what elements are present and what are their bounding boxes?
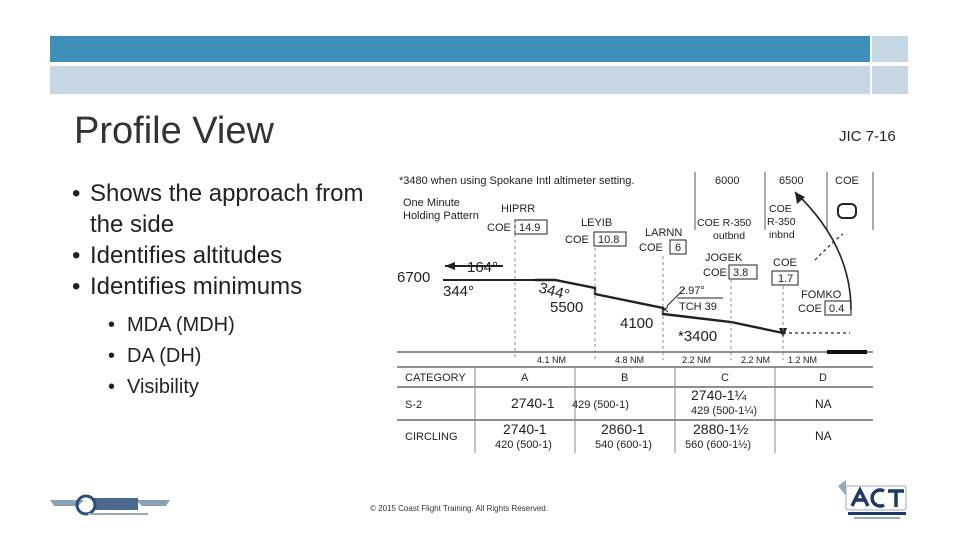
circling-b-minimum: 2860-1: [601, 421, 645, 437]
approach-profile-chart: [395, 170, 875, 455]
fix-hiprr-dme: 14.9: [519, 222, 541, 234]
course-344-left: 344°: [443, 283, 475, 300]
copyright-footer: © 2015 Coast Flight Training. All Rights Reserved.: [370, 504, 548, 513]
fix-jogek: JOGEK: [705, 252, 743, 264]
header-bar-dark: [50, 36, 870, 62]
fix-hiprr-dme-label: COE: [487, 222, 511, 234]
fix-coe: COE: [773, 257, 797, 269]
fix-coe-dme: 1.7: [778, 273, 794, 285]
s2-c-minimum: 2740-1¼: [691, 387, 747, 403]
fix-fomko-dme: 0.4: [829, 303, 845, 315]
category-a: A: [521, 372, 529, 384]
slide-title: Profile View: [74, 110, 274, 152]
fix-jogek-dme: 3.8: [733, 267, 749, 279]
fix-leyib-dme: 10.8: [598, 234, 620, 246]
sub-bullet-item: • DA (DH): [108, 341, 372, 372]
s2-ab-minimum: 2740-1: [511, 395, 555, 411]
bullet-item: • Identifies altitudes: [72, 240, 372, 271]
header-bar-light: [50, 66, 870, 94]
inbound-course-arrow-icon: [445, 262, 455, 270]
row-label-s2: S-2: [405, 399, 423, 411]
alt-4100: 4100: [620, 315, 654, 332]
category-b: B: [621, 372, 629, 384]
fix-hiprr: HIPRR: [501, 203, 536, 215]
fix-larnn-dme: 6: [675, 242, 682, 254]
header-bar-light-end: [872, 66, 908, 94]
alt-5500: 5500: [550, 299, 584, 316]
distance-segment: 1.2 NM: [788, 355, 818, 365]
circling-d-minimum: NA: [815, 429, 832, 443]
distance-segment: 2.2 NM: [741, 355, 771, 365]
bullet-item: • Identifies minimums: [72, 271, 372, 302]
runway-icon: [827, 350, 867, 354]
sub-bullet-list: [108, 310, 372, 403]
fix-larnn: LARNN: [645, 227, 683, 239]
distance-segment: 4.1 NM: [537, 355, 567, 365]
circling-c-hah: 560 (600-1½): [685, 439, 752, 451]
course-164: 164°: [467, 259, 499, 276]
circling-c-minimum: 2880-1½: [693, 421, 749, 437]
sub-bullet-item: • MDA (MDH): [108, 310, 372, 341]
missed-outbnd: outbnd: [713, 230, 746, 242]
bullet-list: [72, 178, 372, 403]
s2-c-hat: 429 (500-1¼): [691, 405, 758, 417]
holding-pattern-icon: [838, 204, 856, 218]
coast-flight-logo: [48, 488, 173, 520]
fix-fomko-dme-label: COE: [798, 303, 822, 315]
holding-note-2: Holding Pattern: [403, 210, 479, 222]
missed-inbnd: inbnd: [769, 229, 795, 241]
circling-a-hah: 420 (500-1): [495, 439, 552, 451]
fix-leyib: LEYIB: [581, 217, 613, 229]
altimeter-note: *3480 when using Spokane Intl altimeter setting.: [399, 175, 635, 187]
alt-3400: *3400: [678, 328, 718, 345]
s2-d-minimum: NA: [815, 397, 832, 411]
bullet-item: • Shows the approach from the side: [72, 178, 372, 240]
missed-r350-outbound: COE R-350: [697, 217, 752, 229]
fix-jogek-dme-label: COE: [703, 267, 727, 279]
missed-alt-6000: 6000: [715, 175, 740, 187]
threshold-crossing-height: TCH 39: [679, 301, 717, 313]
holding-note-1: One Minute: [403, 197, 460, 209]
distance-segment: 2.2 NM: [682, 355, 712, 365]
circling-b-hah: 540 (600-1): [595, 439, 652, 451]
minimums-category-header: CATEGORY: [405, 372, 466, 384]
sub-bullet-item: • Visibility: [108, 372, 372, 403]
course-344-mid: 344°: [536, 279, 572, 304]
missed-coe: COE: [835, 175, 859, 187]
missed-approach-arrow-icon: [795, 192, 805, 204]
missed-coe-2: COE: [769, 203, 792, 215]
category-c: C: [721, 372, 729, 384]
glideslope-angle: 2.97°: [679, 285, 705, 297]
fix-leyib-dme-label: COE: [565, 234, 589, 246]
slide-reference: JIC 7-16: [839, 128, 896, 145]
act-program-logo: [832, 478, 912, 522]
fix-fomko: FOMKO: [801, 289, 842, 301]
distance-segment: 4.8 NM: [615, 355, 645, 365]
header-bar-dark-end: [872, 36, 908, 62]
s2-ab-hat: 429 (500-1): [572, 399, 629, 411]
missed-alt-6500: 6500: [779, 175, 804, 187]
row-label-circling: CIRCLING: [405, 431, 458, 443]
alt-6700: 6700: [397, 269, 431, 286]
circling-a-minimum: 2740-1: [503, 421, 547, 437]
faf-cross-icon: ×: [661, 301, 670, 317]
category-d: D: [819, 372, 827, 384]
fix-larnn-dme-label: COE: [639, 242, 663, 254]
missed-r350-inbound: R-350: [767, 216, 796, 228]
